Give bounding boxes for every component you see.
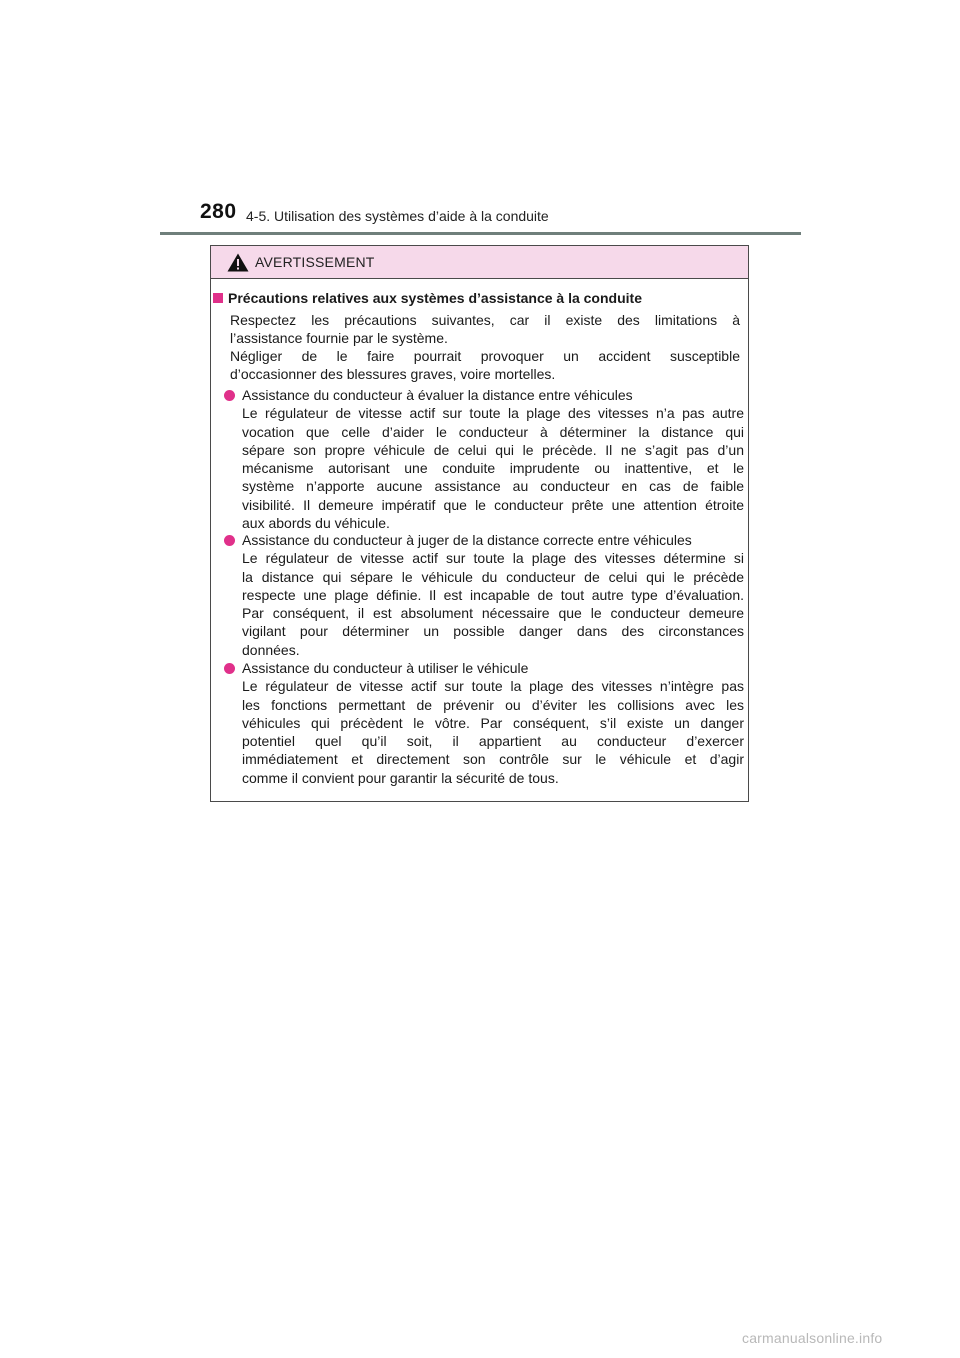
warning-heading — [213, 289, 642, 307]
list-item-line: comme il convient pour garantir la sécurité de tous. — [242, 769, 559, 786]
warning-header — [211, 246, 748, 279]
intro-line: Respectez les précautions suivantes, car il existe des limitations à — [230, 312, 740, 328]
list-item-line: vocation que celle d’aider le conducteur à déterminer la distance qui — [242, 423, 744, 440]
list-item-text — [242, 531, 744, 659]
list-item-text — [242, 659, 744, 787]
list-item-line: respecte une plage définie. Il est incapable de tout autre type d’évaluation. — [242, 586, 744, 603]
list-item-line: Assistance du conducteur à juger de la distance correcte entre véhicules — [242, 532, 692, 548]
list-item-line: Le régulateur de vitesse actif sur toute la plage des vitesses n’intègre pas — [242, 678, 744, 695]
section-title: 4-5. Utilisation des systèmes d’aide à la conduite — [246, 208, 549, 224]
list-item-line: les fonctions permettant de prévenir ou d’éviter les collisions avec les — [242, 696, 744, 713]
bullet-dot-icon — [224, 663, 235, 674]
list-item-line: Par conséquent, il est absolument nécessaire que le conducteur demeure — [242, 605, 744, 622]
warning-triangle-icon — [227, 253, 249, 272]
list-item-line: véhicules qui précèdent le vôtre. Par conséquent, s’il existe un danger — [242, 714, 744, 731]
warning-box — [210, 245, 749, 802]
bullet-dot-icon — [224, 390, 235, 401]
list-item-line: la distance qui sépare le véhicule du conducteur de celui qui le précède — [242, 568, 744, 585]
list-item-line: système n’apporte aucune assistance au conducteur en cas de faible — [242, 478, 744, 495]
list-item-line: Assistance du conducteur à utiliser le véhicule — [242, 660, 529, 676]
warning-heading-text: Précautions relatives aux systèmes d’assistance à la conduite — [228, 290, 642, 306]
square-bullet-icon — [213, 293, 223, 303]
intro-line: l’assistance fournie par le système. — [230, 330, 448, 346]
intro-paragraph — [230, 311, 740, 383]
list-item-line: mécanisme autorisant une conduite imprudente ou inattentive, et le — [242, 460, 744, 477]
intro-line: d’occasionner des blessures graves, voire mortelles. — [230, 366, 556, 382]
page-number: 280 — [200, 200, 237, 223]
list-item-line: sépare son propre véhicule de celui qui le précède. Il ne s’agit pas d’un — [242, 441, 744, 458]
list-item-line: Le régulateur de vitesse actif sur toute la plage des vitesses détermine si — [242, 550, 744, 567]
list-item-line: visibilité. Il demeure impératif que le conducteur prête une attention étroite — [242, 496, 744, 513]
list-item-line: aux abords du véhicule. — [242, 515, 390, 532]
warning-label: AVERTISSEMENT — [255, 254, 375, 270]
intro-line: Négliger de le faire pourrait provoquer un accident susceptible — [230, 348, 740, 364]
bullet-dot-icon — [224, 535, 235, 546]
list-item-line: données. — [242, 641, 300, 658]
list-item-text — [242, 386, 744, 532]
watermark: carmanualsonline.info — [742, 1330, 883, 1346]
header-rule — [160, 232, 801, 235]
list-item-line: vigilant pour déterminer un possible danger dans des circonstances — [242, 623, 744, 640]
list-item-line: Assistance du conducteur à évaluer la distance entre véhicules — [242, 387, 633, 403]
list-item-line: potentiel quel qu’il soit, il appartient au conducteur d’exercer — [242, 733, 744, 750]
list-item-line: Le régulateur de vitesse actif sur toute la plage des vitesses n’a pas autre — [242, 405, 744, 422]
list-item-line: immédiatement et directement son contrôle sur le véhicule et d’agir — [242, 751, 744, 768]
